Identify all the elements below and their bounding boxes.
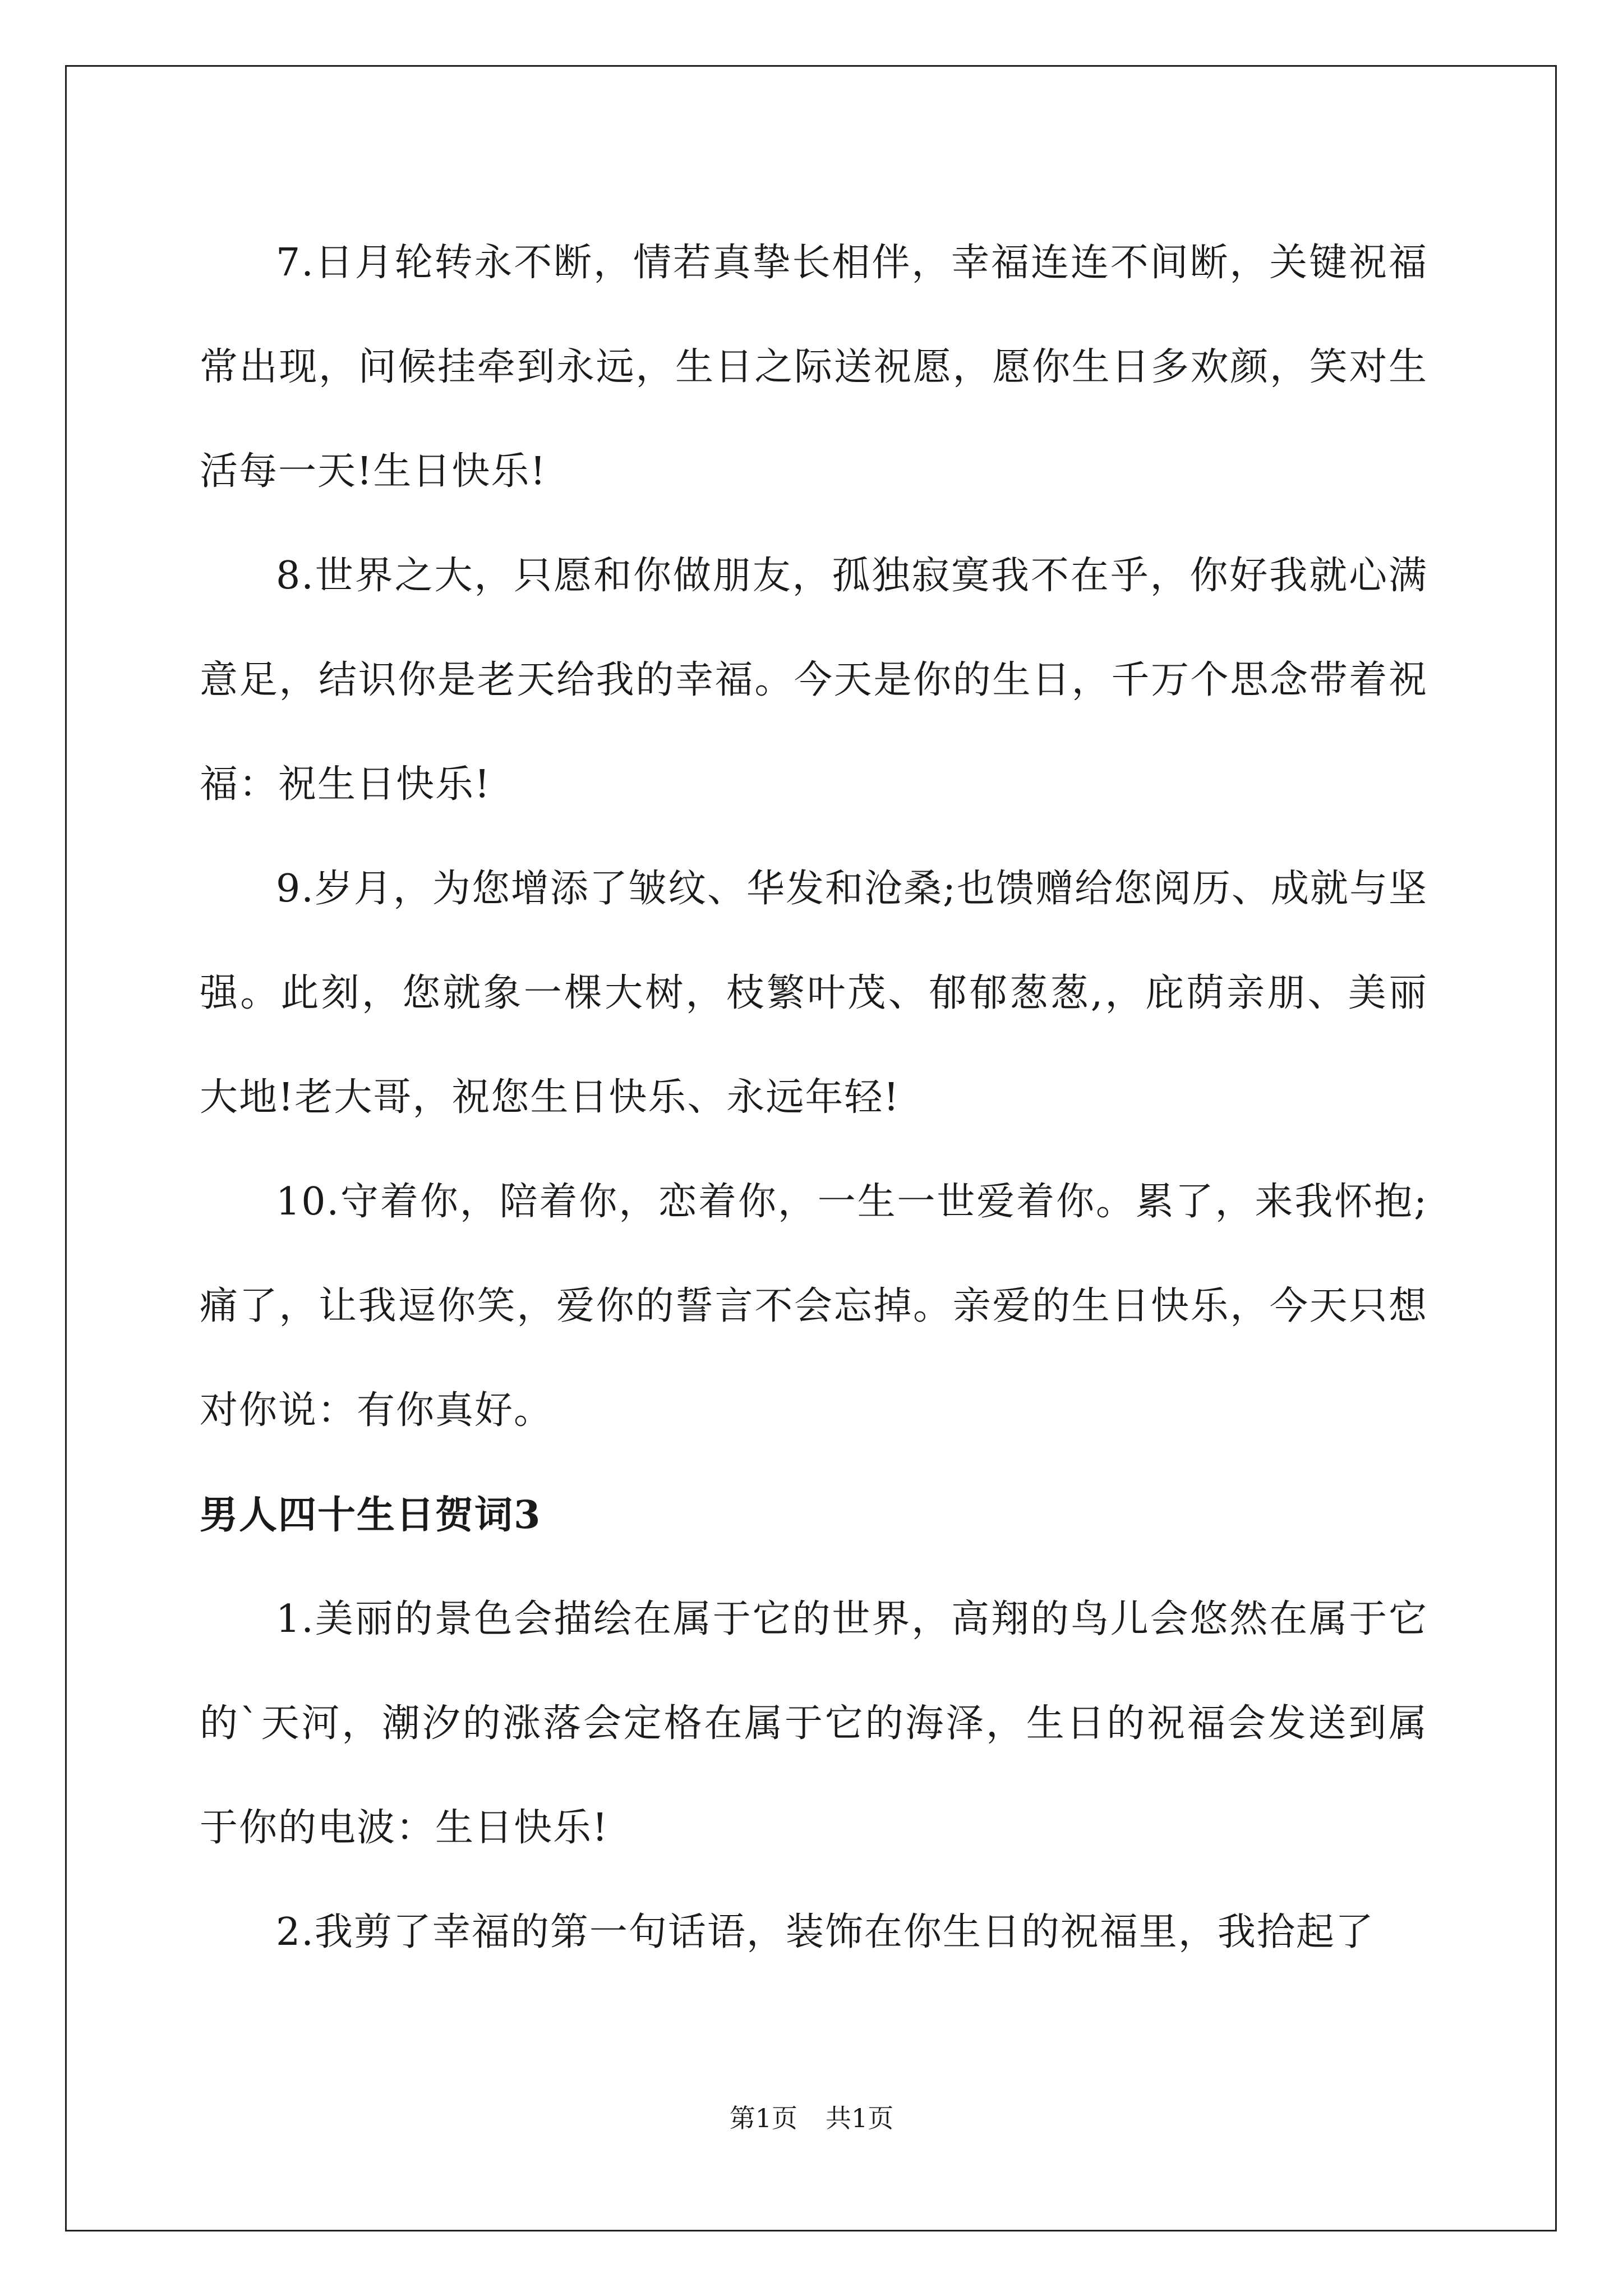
section-paragraph-2: 2.我剪了幸福的第一句话语，装饰在你生日的祝福里，我拾起了 <box>276 1910 1375 1954</box>
page-footer <box>0 2101 1623 2135</box>
paragraph-9: 9.岁月，为您增添了皱纹、华发和沧桑;也馈赠给您阅历、成就与坚强。此刻，您就象一棵大树，枝繁叶茂、郁郁葱葱,，庇荫亲朋、美丽大地!老大哥，祝您生日快乐、永远年轻! <box>200 867 1428 1120</box>
paragraph-8: 8.世界之大，只愿和你做朋友，孤独寂寞我不在乎，你好我就心满意足，结识你是老天给我的幸福。今天是你的生日，千万个思念带着祝福：祝生日快乐! <box>200 554 1428 807</box>
document-body <box>200 211 1428 1985</box>
paragraph-10: 10.守着你，陪着你，恋着你，一生一世爱着你。累了，来我怀抱;痛了，让我逗你笑，爱你的誓言不会忘掉。亲爱的生日快乐，今天只想对你说：有你真好。 <box>200 1180 1428 1433</box>
section-paragraph-1: 1.美丽的景色会描绘在属于它的世界，高翔的鸟儿会悠然在属于它的`天河，潮汐的涨落会定格在属于它的海泽，生日的祝福会发送到属于你的电波：生日快乐! <box>200 1597 1428 1850</box>
page-number-current: 第1页 <box>729 2103 797 2133</box>
paragraph-7: 7.日月轮转永不断，情若真挚长相伴，幸福连连不间断，关键祝福常出现，问候挂牵到永远，生日之际送祝愿，愿你生日多欢颜，笑对生活每一天!生日快乐! <box>200 241 1428 494</box>
page-number-total: 共1页 <box>826 2103 894 2133</box>
section-heading: 男人四十生日贺词3 <box>200 1493 542 1538</box>
